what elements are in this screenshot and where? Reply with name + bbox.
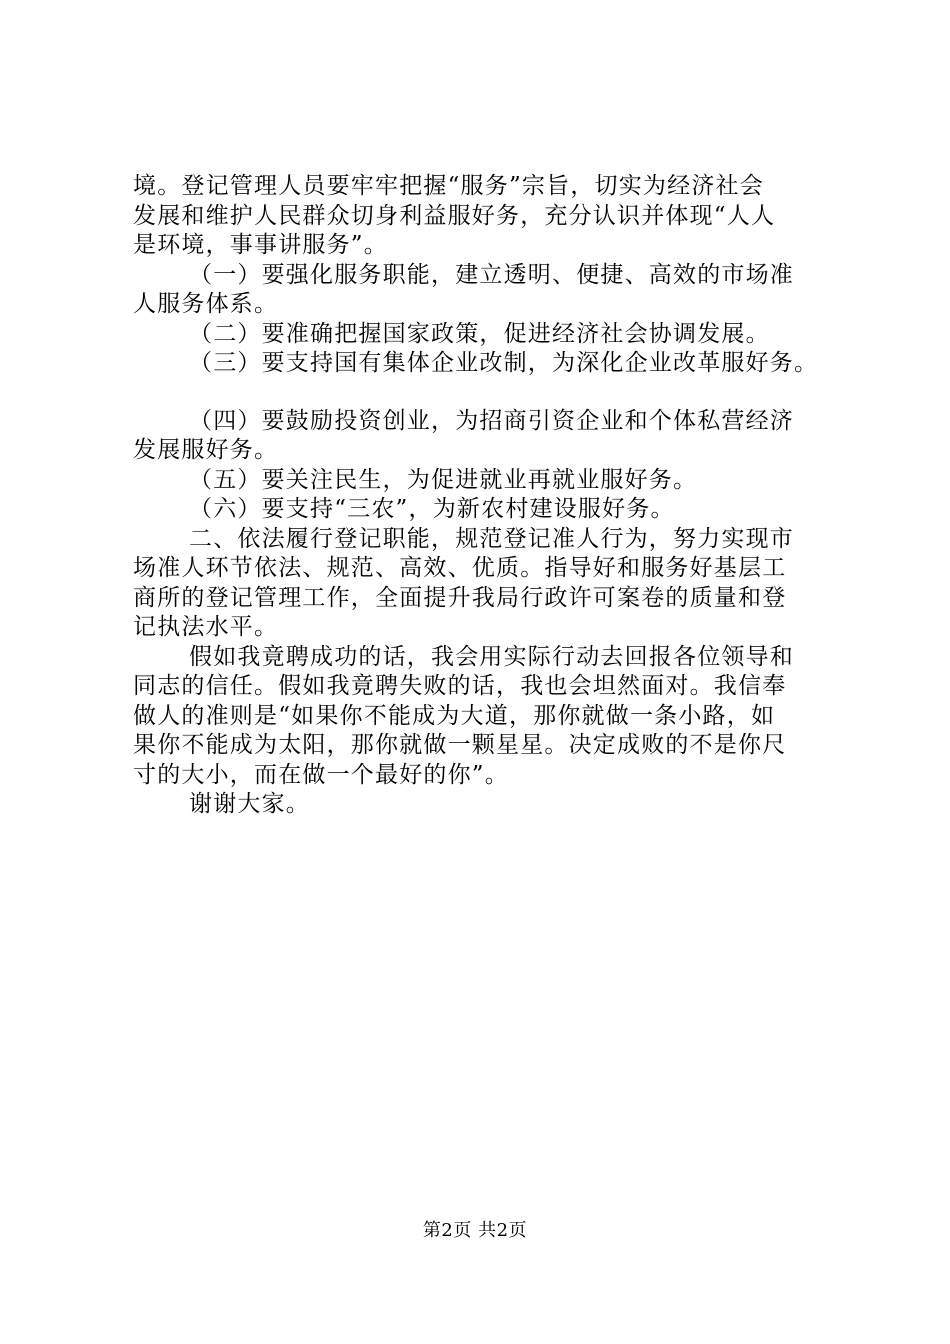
body-line: 寸的大小，而在做一个最好的你”。 — [133, 761, 509, 788]
body-line: 发展和维护人民群众切身利益服好务，充分认识并体现“人人 — [133, 202, 776, 229]
document-body — [133, 172, 833, 820]
body-line: 发展服好务。 — [133, 437, 279, 463]
paragraph-item-3: （三）要支持国有集体企业改制，为深化企业改革服好务。 — [189, 350, 819, 376]
thanks-line: 谢谢大家。 — [189, 791, 310, 817]
section-two-paragraph: 二、依法履行登记职能，规范登记准人行为，努力实现市 — [189, 525, 794, 552]
page-number-footer: 第2页 共2页 — [422, 1220, 528, 1241]
closing-paragraph: 假如我竟聘成功的话，我会用实际行动去回报各位领导和 — [189, 643, 794, 670]
body-line: 同志的信任。假如我竟聘失败的话，我也会坦然面对。我信奉 — [133, 673, 787, 699]
paragraph-item-2: （二）要准确把握国家政策，促进经济社会协调发展。 — [189, 320, 770, 347]
paragraph-item-4: （四）要鼓励投资创业，为招商引资企业和个体私营经济 — [189, 407, 794, 434]
body-line: 做人的准则是“如果你不能成为大道，那你就做一条小路，如 — [133, 702, 776, 729]
body-line: 境。登记管理人员要牢牢把握“服务”宗旨，切实为经济社会 — [133, 173, 764, 199]
body-line: 是环境，事事讲服务”。 — [133, 232, 388, 258]
body-line: 记执法水平。 — [133, 614, 279, 640]
body-line: 果你不能成为太阳，那你就做一颗星星。决定成败的不是你尺 — [133, 732, 787, 758]
paragraph-item-1: （一）要强化服务职能，建立透明、便捷、高效的市场准 — [189, 261, 794, 288]
body-line: 商所的登记管理工作，全面提升我局行政许可案卷的质量和登 — [133, 584, 787, 611]
paragraph-item-6: （六）要支持“三农”，为新农村建设服好务。 — [189, 496, 675, 522]
paragraph-item-5: （五）要关注民生，为促进就业再就业服好务。 — [189, 466, 698, 493]
body-line: 人服务体系。 — [133, 291, 279, 317]
body-line: 场准人环节依法、规范、高效、优质。指导好和服务好基层工 — [133, 555, 787, 581]
